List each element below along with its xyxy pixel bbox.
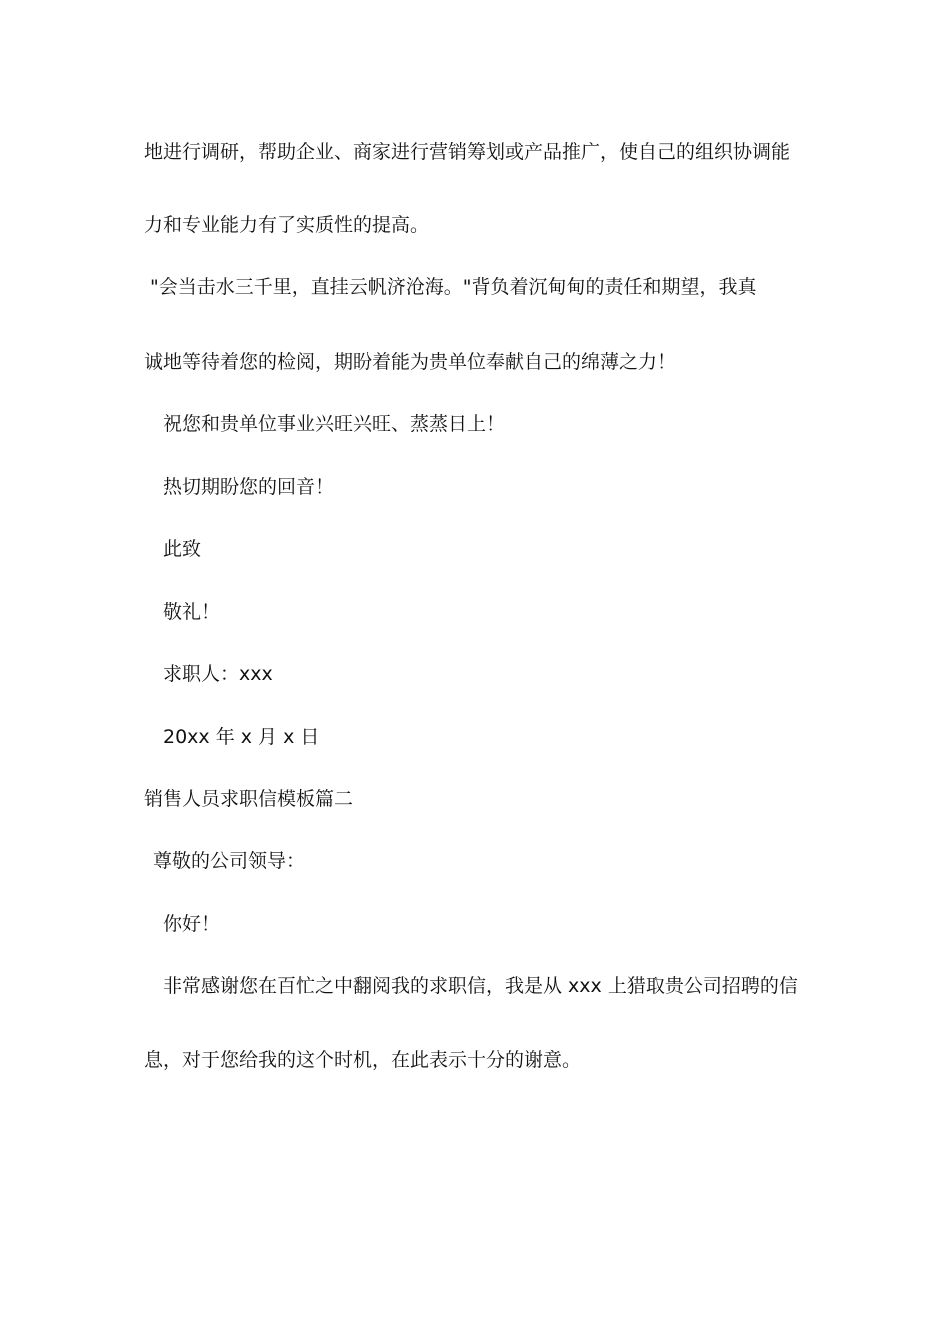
paragraph-line: 地进行调研，帮助企业、商家进行营销筹划或产品推广，使自己的组织协调能 bbox=[144, 141, 791, 163]
greeting-addressee: 尊敬的公司领导： bbox=[153, 850, 306, 872]
section-heading: 销售人员求职信模板篇二 bbox=[144, 788, 354, 810]
closing-wish: 祝您和贵单位事业兴旺兴旺、蒸蒸日上！ bbox=[163, 413, 506, 435]
salutation-cizhi: 此致 bbox=[163, 538, 202, 560]
applicant-signature: 求职人：xxx bbox=[163, 663, 273, 685]
salutation-jingli: 敬礼！ bbox=[163, 601, 221, 623]
paragraph-line: 力和专业能力有了实质性的提高。 bbox=[144, 214, 430, 236]
letter-date: 20xx 年 x 月 x 日 bbox=[163, 726, 320, 748]
paragraph-line: 息，对于您给我的这个时机，在此表示十分的谢意。 bbox=[144, 1049, 582, 1071]
greeting-hello: 你好！ bbox=[163, 913, 221, 935]
paragraph-line: "会当击水三千里，直挂云帆济沧海。"背负着沉甸甸的责任和期望，我真 bbox=[150, 276, 757, 298]
closing-line: 热切期盼您的回音！ bbox=[163, 476, 335, 498]
paragraph-line: 非常感谢您在百忙之中翻阅我的求职信，我是从 xxx 上猎取贵公司招聘的信 bbox=[163, 975, 798, 997]
paragraph-line: 诚地等待着您的检阅，期盼着能为贵单位奉献自己的绵薄之力！ bbox=[144, 351, 677, 373]
